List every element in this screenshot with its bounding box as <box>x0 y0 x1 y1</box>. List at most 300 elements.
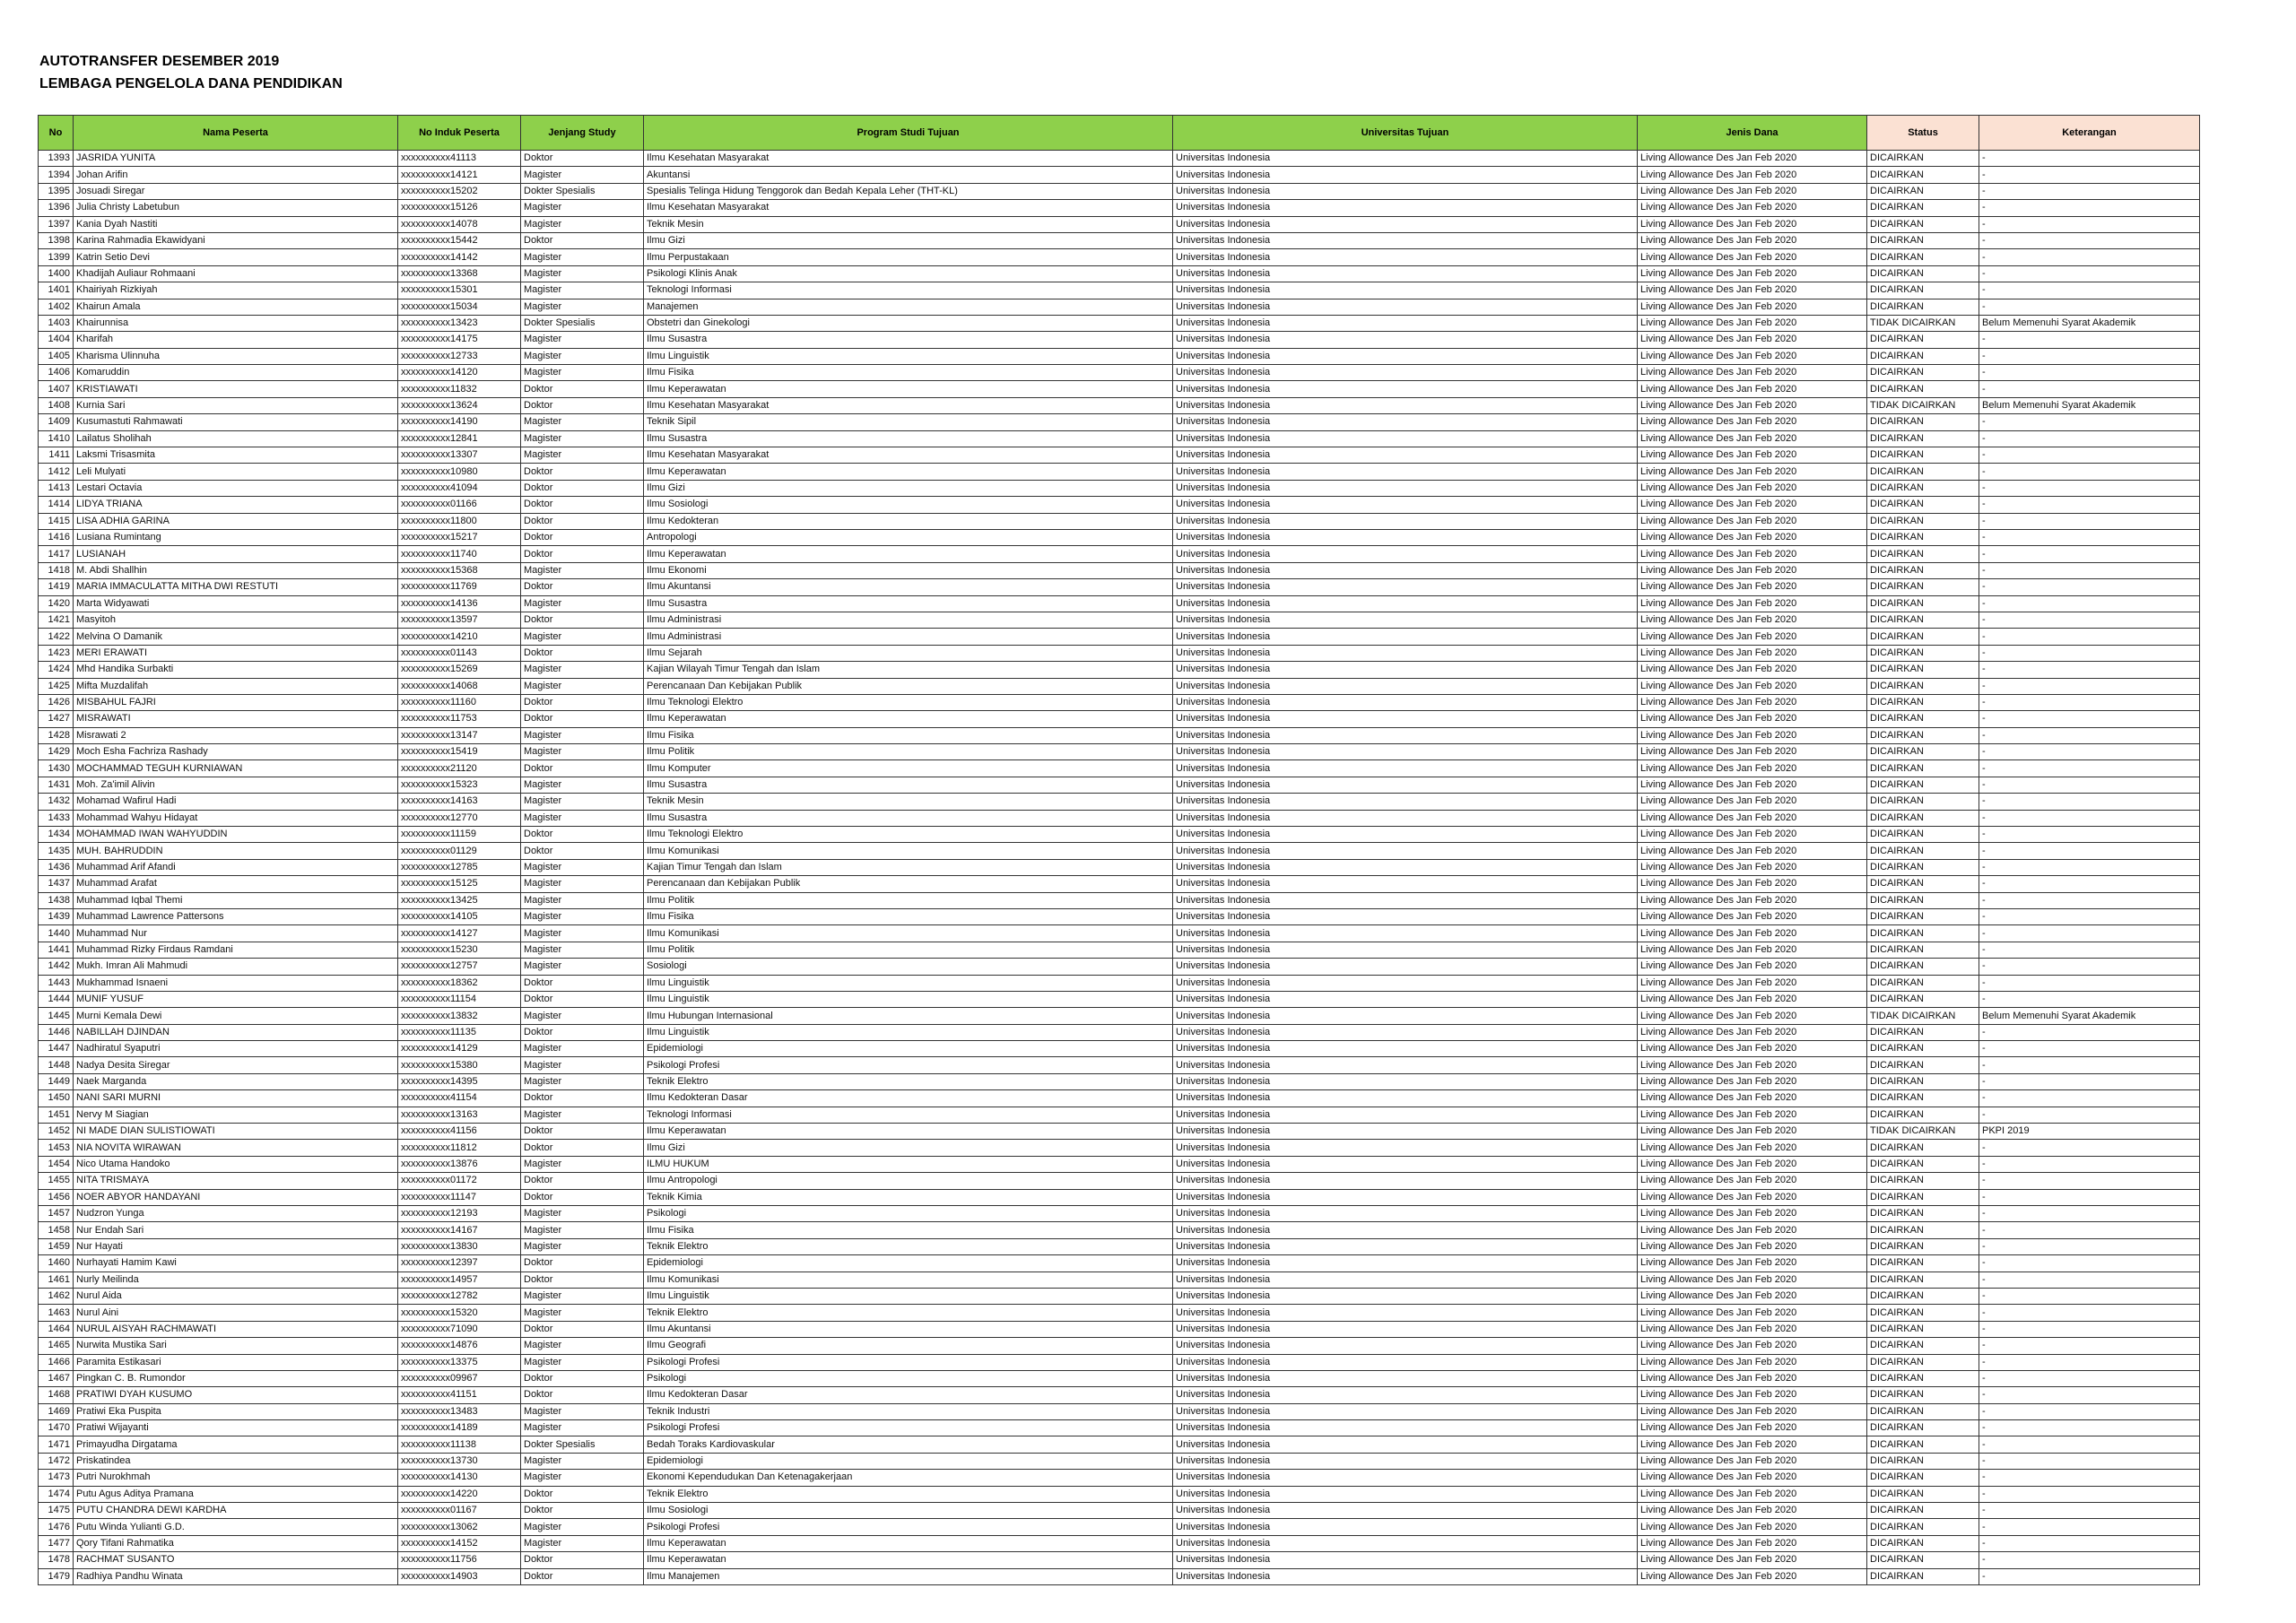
table-row <box>39 827 2200 843</box>
cell-program-studi: Ilmu Gizi <box>644 1140 1173 1156</box>
cell-jenis-dana: Living Allowance Des Jan Feb 2020 <box>1638 1305 1867 1321</box>
cell-program-studi: Teknik Sipil <box>644 414 1173 430</box>
table-row <box>39 167 2200 183</box>
table-row <box>39 925 2200 942</box>
cell-status: DICAIRKAN <box>1867 480 1979 496</box>
cell-status: DICAIRKAN <box>1867 167 1979 183</box>
cell-no-induk: xxxxxxxxxx10980 <box>398 464 521 480</box>
cell-universitas: Universitas Indonesia <box>1173 810 1638 826</box>
cell-nama-peserta: MERI ERAWATI <box>74 645 398 661</box>
cell-universitas: Universitas Indonesia <box>1173 1568 1638 1584</box>
cell-no-induk: xxxxxxxxxx13597 <box>398 612 521 628</box>
cell-nama-peserta: Leli Mulyati <box>74 464 398 480</box>
cell-no: 1477 <box>39 1535 74 1551</box>
cell-program-studi: Perencanaan Dan Kebijakan Publik <box>644 678 1173 694</box>
cell-no: 1439 <box>39 908 74 924</box>
cell-program-studi: Ilmu Keperawatan <box>644 546 1173 562</box>
cell-program-studi: Ilmu Keperawatan <box>644 711 1173 727</box>
cell-jenjang: Magister <box>521 562 644 578</box>
cell-jenis-dana: Living Allowance Des Jan Feb 2020 <box>1638 1255 1867 1271</box>
cell-nama-peserta: NIA NOVITA WIRAWAN <box>74 1140 398 1156</box>
cell-jenjang: Magister <box>521 1057 644 1073</box>
cell-jenjang: Magister <box>521 876 644 892</box>
cell-keterangan: - <box>1979 1535 2200 1551</box>
cell-keterangan: - <box>1979 183 2200 199</box>
cell-jenis-dana: Living Allowance Des Jan Feb 2020 <box>1638 430 1867 447</box>
cell-jenjang: Doktor <box>521 513 644 529</box>
table-row <box>39 1486 2200 1502</box>
cell-jenis-dana: Living Allowance Des Jan Feb 2020 <box>1638 662 1867 678</box>
cell-no-induk: xxxxxxxxxx41156 <box>398 1124 521 1140</box>
cell-no: 1402 <box>39 299 74 315</box>
cell-status: DICAIRKAN <box>1867 1503 1979 1519</box>
cell-universitas: Universitas Indonesia <box>1173 464 1638 480</box>
cell-jenis-dana: Living Allowance Des Jan Feb 2020 <box>1638 645 1867 661</box>
table-row <box>39 216 2200 232</box>
cell-no-induk: xxxxxxxxxx01143 <box>398 645 521 661</box>
document-title: AUTOTRANSFER DESEMBER 2019 <box>39 54 280 69</box>
cell-keterangan: - <box>1979 265 2200 282</box>
cell-universitas: Universitas Indonesia <box>1173 1354 1638 1370</box>
cell-universitas: Universitas Indonesia <box>1173 1024 1638 1040</box>
cell-status: DICAIRKAN <box>1867 1338 1979 1354</box>
cell-nama-peserta: Masyitoh <box>74 612 398 628</box>
cell-jenis-dana: Living Allowance Des Jan Feb 2020 <box>1638 1354 1867 1370</box>
cell-jenjang: Magister <box>521 430 644 447</box>
cell-jenis-dana: Living Allowance Des Jan Feb 2020 <box>1638 744 1867 760</box>
cell-no: 1396 <box>39 200 74 216</box>
cell-jenjang: Doktor <box>521 397 644 413</box>
cell-jenjang: Doktor <box>521 612 644 628</box>
cell-universitas: Universitas Indonesia <box>1173 1173 1638 1189</box>
cell-jenjang: Doktor <box>521 1024 644 1040</box>
cell-no-induk: xxxxxxxxxx11769 <box>398 579 521 595</box>
cell-nama-peserta: Muhammad Rizky Firdaus Ramdani <box>74 942 398 958</box>
cell-no: 1457 <box>39 1206 74 1222</box>
cell-status: DICAIRKAN <box>1867 1420 1979 1436</box>
cell-status: DICAIRKAN <box>1867 694 1979 710</box>
cell-jenis-dana: Living Allowance Des Jan Feb 2020 <box>1638 447 1867 464</box>
cell-no-induk: xxxxxxxxxx15380 <box>398 1057 521 1073</box>
cell-program-studi: Ilmu Administrasi <box>644 612 1173 628</box>
cell-no: 1462 <box>39 1288 74 1304</box>
cell-status: DICAIRKAN <box>1867 810 1979 826</box>
table-row <box>39 579 2200 595</box>
cell-program-studi: Ilmu Kedokteran Dasar <box>644 1090 1173 1107</box>
cell-jenis-dana: Living Allowance Des Jan Feb 2020 <box>1638 959 1867 975</box>
table-row <box>39 480 2200 496</box>
cell-universitas: Universitas Indonesia <box>1173 760 1638 777</box>
cell-no-induk: xxxxxxxxxx12193 <box>398 1206 521 1222</box>
cell-no-induk: xxxxxxxxxx14175 <box>398 332 521 348</box>
cell-status: DICAIRKAN <box>1867 908 1979 924</box>
cell-nama-peserta: Khairiyah Rizkiyah <box>74 282 398 299</box>
cell-jenjang: Magister <box>521 1354 644 1370</box>
column-header-no: No <box>39 116 74 151</box>
cell-universitas: Universitas Indonesia <box>1173 1222 1638 1238</box>
table-row <box>39 397 2200 413</box>
cell-keterangan: - <box>1979 1370 2200 1386</box>
cell-no: 1451 <box>39 1107 74 1123</box>
cell-keterangan: - <box>1979 282 2200 299</box>
cell-jenjang: Doktor <box>521 1321 644 1337</box>
cell-nama-peserta: Muhammad Nur <box>74 925 398 942</box>
cell-jenjang: Doktor <box>521 1140 644 1156</box>
table-row <box>39 975 2200 991</box>
cell-status: DICAIRKAN <box>1867 1354 1979 1370</box>
cell-universitas: Universitas Indonesia <box>1173 183 1638 199</box>
cell-status: DICAIRKAN <box>1867 265 1979 282</box>
cell-program-studi: Ilmu Teknologi Elektro <box>644 827 1173 843</box>
cell-program-studi: ILMU HUKUM <box>644 1156 1173 1172</box>
cell-status: DICAIRKAN <box>1867 711 1979 727</box>
table-row <box>39 1535 2200 1551</box>
cell-program-studi: Psikologi <box>644 1370 1173 1386</box>
cell-jenjang: Magister <box>521 1535 644 1551</box>
cell-no: 1397 <box>39 216 74 232</box>
cell-universitas: Universitas Indonesia <box>1173 447 1638 464</box>
cell-no: 1405 <box>39 348 74 364</box>
cell-program-studi: Ilmu Linguistik <box>644 1288 1173 1304</box>
cell-jenis-dana: Living Allowance Des Jan Feb 2020 <box>1638 1370 1867 1386</box>
cell-status: DICAIRKAN <box>1867 595 1979 612</box>
cell-status: DICAIRKAN <box>1867 1041 1979 1057</box>
cell-nama-peserta: Moch Esha Fachriza Rashady <box>74 744 398 760</box>
cell-keterangan: - <box>1979 777 2200 793</box>
cell-no-induk: xxxxxxxxxx14127 <box>398 925 521 942</box>
cell-program-studi: Kajian Wilayah Timur Tengah dan Islam <box>644 662 1173 678</box>
cell-jenis-dana: Living Allowance Des Jan Feb 2020 <box>1638 265 1867 282</box>
cell-program-studi: Ilmu Komunikasi <box>644 925 1173 942</box>
cell-nama-peserta: Muhammad Lawrence Pattersons <box>74 908 398 924</box>
cell-keterangan: - <box>1979 662 2200 678</box>
cell-no: 1471 <box>39 1436 74 1453</box>
cell-keterangan: - <box>1979 1041 2200 1057</box>
cell-status: DICAIRKAN <box>1867 975 1979 991</box>
cell-program-studi: Teknik Elektro <box>644 1238 1173 1254</box>
cell-nama-peserta: MISBAHUL FAJRI <box>74 694 398 710</box>
cell-no: 1426 <box>39 694 74 710</box>
cell-program-studi: Ilmu Fisika <box>644 727 1173 743</box>
cell-status: DICAIRKAN <box>1867 1107 1979 1123</box>
table-row <box>39 1321 2200 1337</box>
cell-status: DICAIRKAN <box>1867 1470 1979 1486</box>
table-row <box>39 744 2200 760</box>
cell-keterangan: - <box>1979 711 2200 727</box>
cell-program-studi: Ilmu Teknologi Elektro <box>644 694 1173 710</box>
cell-program-studi: Ilmu Manajemen <box>644 1568 1173 1584</box>
cell-jenis-dana: Living Allowance Des Jan Feb 2020 <box>1638 794 1867 810</box>
cell-program-studi: Teknik Kimia <box>644 1189 1173 1205</box>
cell-universitas: Universitas Indonesia <box>1173 151 1638 167</box>
cell-jenjang: Doktor <box>521 711 644 727</box>
cell-nama-peserta: Kharifah <box>74 332 398 348</box>
cell-program-studi: Ilmu Antropologi <box>644 1173 1173 1189</box>
cell-no: 1428 <box>39 727 74 743</box>
cell-program-studi: Psikologi <box>644 1206 1173 1222</box>
cell-universitas: Universitas Indonesia <box>1173 1519 1638 1535</box>
cell-nama-peserta: Nurly Meilinda <box>74 1271 398 1288</box>
cell-status: DICAIRKAN <box>1867 1073 1979 1089</box>
cell-universitas: Universitas Indonesia <box>1173 959 1638 975</box>
cell-no-induk: xxxxxxxxxx11138 <box>398 1436 521 1453</box>
cell-keterangan: - <box>1979 430 2200 447</box>
table-row <box>39 529 2200 545</box>
cell-status: DICAIRKAN <box>1867 430 1979 447</box>
cell-no-induk: xxxxxxxxxx01166 <box>398 497 521 513</box>
cell-no: 1459 <box>39 1238 74 1254</box>
cell-nama-peserta: Putu Winda Yulianti G.D. <box>74 1519 398 1535</box>
cell-universitas: Universitas Indonesia <box>1173 216 1638 232</box>
table-row <box>39 1255 2200 1271</box>
cell-no: 1450 <box>39 1090 74 1107</box>
cell-keterangan: - <box>1979 167 2200 183</box>
cell-status: DICAIRKAN <box>1867 645 1979 661</box>
cell-no-induk: xxxxxxxxxx14152 <box>398 1535 521 1551</box>
cell-universitas: Universitas Indonesia <box>1173 348 1638 364</box>
cell-jenis-dana: Living Allowance Des Jan Feb 2020 <box>1638 1486 1867 1502</box>
cell-jenjang: Magister <box>521 1073 644 1089</box>
cell-no: 1431 <box>39 777 74 793</box>
cell-no-induk: xxxxxxxxxx14130 <box>398 1470 521 1486</box>
cell-universitas: Universitas Indonesia <box>1173 1403 1638 1419</box>
cell-jenis-dana: Living Allowance Des Jan Feb 2020 <box>1638 1519 1867 1535</box>
cell-jenjang: Magister <box>521 925 644 942</box>
cell-jenis-dana: Living Allowance Des Jan Feb 2020 <box>1638 942 1867 958</box>
cell-keterangan: - <box>1979 760 2200 777</box>
cell-status: DICAIRKAN <box>1867 777 1979 793</box>
cell-program-studi: Epidemiologi <box>644 1255 1173 1271</box>
cell-nama-peserta: NANI SARI MURNI <box>74 1090 398 1107</box>
cell-no: 1436 <box>39 859 74 875</box>
cell-no-induk: xxxxxxxxxx14876 <box>398 1338 521 1354</box>
cell-program-studi: Ilmu Keperawatan <box>644 464 1173 480</box>
cell-keterangan: - <box>1979 447 2200 464</box>
cell-jenjang: Magister <box>521 1305 644 1321</box>
cell-no: 1437 <box>39 876 74 892</box>
cell-jenis-dana: Living Allowance Des Jan Feb 2020 <box>1638 249 1867 265</box>
cell-no: 1418 <box>39 562 74 578</box>
cell-no: 1456 <box>39 1189 74 1205</box>
cell-nama-peserta: Mukh. Imran Ali Mahmudi <box>74 959 398 975</box>
cell-jenis-dana: Living Allowance Des Jan Feb 2020 <box>1638 1271 1867 1288</box>
cell-nama-peserta: MARIA IMMACULATTA MITHA DWI RESTUTI <box>74 579 398 595</box>
cell-status: DICAIRKAN <box>1867 381 1979 397</box>
document-subtitle: LEMBAGA PENGELOLA DANA PENDIDIKAN <box>39 76 343 91</box>
table-body <box>39 151 2200 1585</box>
cell-jenis-dana: Living Allowance Des Jan Feb 2020 <box>1638 1107 1867 1123</box>
cell-program-studi: Ilmu Linguistik <box>644 1024 1173 1040</box>
cell-jenjang: Magister <box>521 662 644 678</box>
cell-keterangan: - <box>1979 200 2200 216</box>
cell-no: 1438 <box>39 892 74 908</box>
table-row <box>39 249 2200 265</box>
cell-no-induk: xxxxxxxxxx15126 <box>398 200 521 216</box>
cell-status: DICAIRKAN <box>1867 1271 1979 1288</box>
cell-jenjang: Dokter Spesialis <box>521 183 644 199</box>
cell-keterangan: Belum Memenuhi Syarat Akademik <box>1979 397 2200 413</box>
cell-no: 1427 <box>39 711 74 727</box>
cell-no: 1425 <box>39 678 74 694</box>
cell-status: TIDAK DICAIRKAN <box>1867 315 1979 331</box>
cell-jenjang: Doktor <box>521 1568 644 1584</box>
cell-jenis-dana: Living Allowance Des Jan Feb 2020 <box>1638 1008 1867 1024</box>
cell-program-studi: Ilmu Kesehatan Masyarakat <box>644 397 1173 413</box>
cell-no: 1421 <box>39 612 74 628</box>
table-row <box>39 1041 2200 1057</box>
cell-program-studi: Ilmu Akuntansi <box>644 1321 1173 1337</box>
table-header-row <box>39 116 2200 151</box>
cell-keterangan: - <box>1979 348 2200 364</box>
table-row <box>39 1288 2200 1304</box>
cell-jenjang: Magister <box>521 216 644 232</box>
cell-jenis-dana: Living Allowance Des Jan Feb 2020 <box>1638 546 1867 562</box>
cell-keterangan: - <box>1979 1173 2200 1189</box>
cell-universitas: Universitas Indonesia <box>1173 827 1638 843</box>
table-row <box>39 430 2200 447</box>
cell-status: DICAIRKAN <box>1867 678 1979 694</box>
table-row <box>39 1387 2200 1403</box>
table-row <box>39 810 2200 826</box>
cell-no: 1430 <box>39 760 74 777</box>
cell-program-studi: Ilmu Fisika <box>644 908 1173 924</box>
cell-nama-peserta: Nudzron Yunga <box>74 1206 398 1222</box>
table-row <box>39 414 2200 430</box>
cell-no-induk: xxxxxxxxxx11756 <box>398 1552 521 1568</box>
cell-universitas: Universitas Indonesia <box>1173 546 1638 562</box>
cell-program-studi: Ilmu Linguistik <box>644 991 1173 1007</box>
cell-jenjang: Dokter Spesialis <box>521 315 644 331</box>
table-row <box>39 794 2200 810</box>
cell-keterangan: - <box>1979 529 2200 545</box>
cell-no-induk: xxxxxxxxxx11135 <box>398 1024 521 1040</box>
cell-universitas: Universitas Indonesia <box>1173 942 1638 958</box>
cell-jenjang: Doktor <box>521 1387 644 1403</box>
cell-keterangan: - <box>1979 827 2200 843</box>
cell-nama-peserta: Nadhiratul Syaputri <box>74 1041 398 1057</box>
cell-no-induk: xxxxxxxxxx15301 <box>398 282 521 299</box>
cell-nama-peserta: MOHAMMAD IWAN WAHYUDDIN <box>74 827 398 843</box>
table-row <box>39 612 2200 628</box>
cell-keterangan: - <box>1979 991 2200 1007</box>
cell-no-induk: xxxxxxxxxx15217 <box>398 529 521 545</box>
cell-status: DICAIRKAN <box>1867 1568 1979 1584</box>
cell-nama-peserta: Khadijah Auliaur Rohmaani <box>74 265 398 282</box>
cell-keterangan: - <box>1979 843 2200 859</box>
cell-no: 1433 <box>39 810 74 826</box>
cell-no: 1458 <box>39 1222 74 1238</box>
cell-nama-peserta: Nurul Aini <box>74 1305 398 1321</box>
cell-jenis-dana: Living Allowance Des Jan Feb 2020 <box>1638 216 1867 232</box>
cell-jenjang: Magister <box>521 678 644 694</box>
table-row <box>39 381 2200 397</box>
cell-no-induk: xxxxxxxxxx21120 <box>398 760 521 777</box>
cell-keterangan: - <box>1979 1090 2200 1107</box>
cell-jenjang: Doktor <box>521 464 644 480</box>
cell-no: 1446 <box>39 1024 74 1040</box>
cell-no: 1469 <box>39 1403 74 1419</box>
cell-no-induk: xxxxxxxxxx41113 <box>398 151 521 167</box>
cell-keterangan: - <box>1979 645 2200 661</box>
cell-program-studi: Ilmu Kesehatan Masyarakat <box>644 447 1173 464</box>
cell-no: 1476 <box>39 1519 74 1535</box>
cell-keterangan: - <box>1979 629 2200 645</box>
cell-nama-peserta: Murni Kemala Dewi <box>74 1008 398 1024</box>
cell-keterangan: - <box>1979 612 2200 628</box>
cell-program-studi: Kajian Timur Tengah dan Islam <box>644 859 1173 875</box>
cell-nama-peserta: Mohamad Wafirul Hadi <box>74 794 398 810</box>
cell-no: 1404 <box>39 332 74 348</box>
cell-no: 1449 <box>39 1073 74 1089</box>
cell-jenjang: Doktor <box>521 760 644 777</box>
cell-program-studi: Ilmu Fisika <box>644 365 1173 381</box>
cell-status: DICAIRKAN <box>1867 546 1979 562</box>
cell-jenis-dana: Living Allowance Des Jan Feb 2020 <box>1638 1453 1867 1469</box>
cell-no: 1401 <box>39 282 74 299</box>
cell-program-studi: Ilmu Kedokteran <box>644 513 1173 529</box>
cell-universitas: Universitas Indonesia <box>1173 167 1638 183</box>
cell-status: DICAIRKAN <box>1867 1222 1979 1238</box>
cell-jenis-dana: Living Allowance Des Jan Feb 2020 <box>1638 1090 1867 1107</box>
table-row <box>39 991 2200 1007</box>
cell-nama-peserta: Mohammad Wahyu Hidayat <box>74 810 398 826</box>
cell-nama-peserta: Lailatus Sholihah <box>74 430 398 447</box>
cell-jenjang: Doktor <box>521 529 644 545</box>
table-row <box>39 662 2200 678</box>
cell-jenis-dana: Living Allowance Des Jan Feb 2020 <box>1638 1403 1867 1419</box>
table-row <box>39 151 2200 167</box>
cell-no: 1399 <box>39 249 74 265</box>
table-row <box>39 1222 2200 1238</box>
cell-keterangan: - <box>1979 1470 2200 1486</box>
cell-jenis-dana: Living Allowance Des Jan Feb 2020 <box>1638 711 1867 727</box>
table-row <box>39 876 2200 892</box>
cell-jenjang: Magister <box>521 1288 644 1304</box>
cell-universitas: Universitas Indonesia <box>1173 1255 1638 1271</box>
cell-no: 1409 <box>39 414 74 430</box>
cell-jenjang: Magister <box>521 332 644 348</box>
cell-jenjang: Doktor <box>521 645 644 661</box>
cell-no-induk: xxxxxxxxxx12397 <box>398 1255 521 1271</box>
cell-jenjang: Magister <box>521 629 644 645</box>
cell-jenis-dana: Living Allowance Des Jan Feb 2020 <box>1638 810 1867 826</box>
cell-program-studi: Teknik Industri <box>644 1403 1173 1419</box>
cell-status: DICAIRKAN <box>1867 1552 1979 1568</box>
cell-status: DICAIRKAN <box>1867 827 1979 843</box>
cell-nama-peserta: Nurwita Mustika Sari <box>74 1338 398 1354</box>
cell-status: DICAIRKAN <box>1867 1090 1979 1107</box>
cell-universitas: Universitas Indonesia <box>1173 645 1638 661</box>
cell-status: DICAIRKAN <box>1867 299 1979 315</box>
cell-no-induk: xxxxxxxxxx14210 <box>398 629 521 645</box>
cell-keterangan: - <box>1979 1552 2200 1568</box>
cell-program-studi: Obstetri dan Ginekologi <box>644 315 1173 331</box>
cell-status: DICAIRKAN <box>1867 1387 1979 1403</box>
cell-program-studi: Ilmu Linguistik <box>644 975 1173 991</box>
cell-universitas: Universitas Indonesia <box>1173 282 1638 299</box>
cell-jenjang: Doktor <box>521 843 644 859</box>
cell-jenjang: Doktor <box>521 1271 644 1288</box>
cell-status: DICAIRKAN <box>1867 1189 1979 1205</box>
cell-no: 1475 <box>39 1503 74 1519</box>
cell-no-induk: xxxxxxxxxx13147 <box>398 727 521 743</box>
cell-no: 1444 <box>39 991 74 1007</box>
cell-status: DICAIRKAN <box>1867 727 1979 743</box>
cell-universitas: Universitas Indonesia <box>1173 629 1638 645</box>
cell-jenis-dana: Living Allowance Des Jan Feb 2020 <box>1638 1024 1867 1040</box>
cell-program-studi: Ilmu Keperawatan <box>644 381 1173 397</box>
cell-no: 1461 <box>39 1271 74 1288</box>
